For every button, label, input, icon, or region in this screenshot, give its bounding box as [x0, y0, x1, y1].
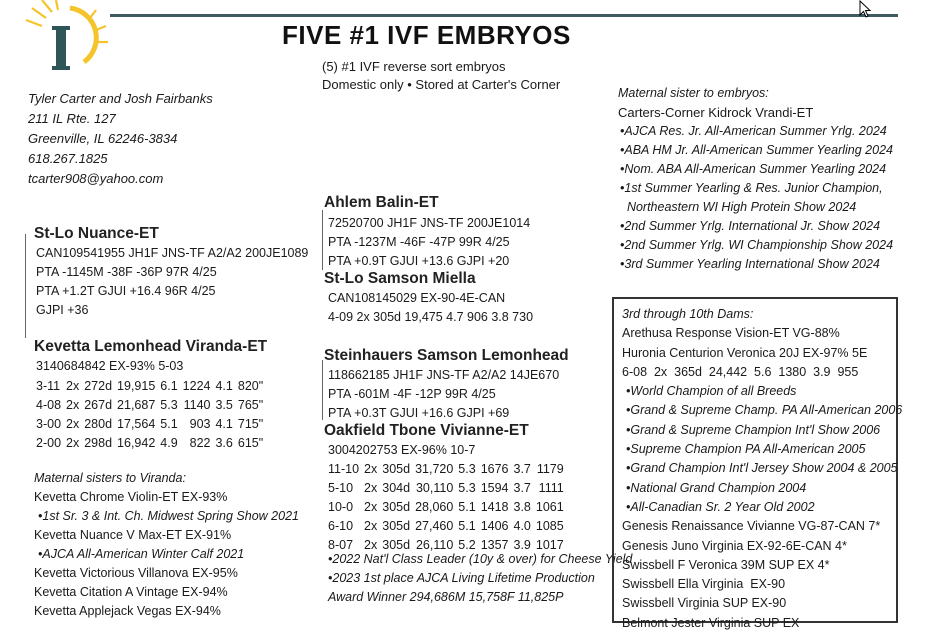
vivianne-record-cell: 1085 [535, 518, 564, 533]
dam-item: Genesis Renaissance Vivianne VG-87-CAN 7* [622, 519, 881, 534]
page-title: FIVE #1 IVF EMBRYOS [282, 20, 571, 50]
vivianne-record-cell: 2x [364, 480, 378, 495]
viranda-record-cell: 5.3 [160, 397, 178, 412]
viranda-record-cell: 4-08 [36, 397, 62, 412]
viranda-record-cell: 1224 [182, 378, 211, 393]
viranda-record-cell: 2-00 [36, 435, 62, 450]
vivianne-record-cell: 8-07 [328, 537, 354, 552]
viranda-record-cell: 2x [66, 416, 80, 431]
embryo-sister-name: Carters-Corner Kidrock Vrandi-ET [618, 105, 814, 120]
dam-item: •Grand & Supreme Champion Int'l Show 2006 [626, 422, 881, 437]
viranda-record-cell: 16,942 [117, 435, 156, 450]
viranda-sister-item: Kevetta Citation A Vintage EX-94% [34, 585, 228, 599]
viranda-record-cell: 1140 [183, 397, 211, 412]
viranda-record-cell: 3.5 [215, 397, 233, 412]
section-bar [25, 234, 26, 338]
vivianne-record-cell: 6-10 [328, 518, 354, 533]
dam-item: Swissbell F Veronica 39M SUP EX 4* [622, 557, 830, 572]
viranda-id-line: 3140684842 EX-93% 5-03 [36, 359, 184, 373]
dam-item: •World Champion of all Breeds [626, 384, 797, 399]
vivianne-id-line: 3004202753 EX-96% 10-7 [328, 443, 476, 457]
contact-street: 211 IL Rte. 127 [28, 111, 116, 126]
sunburst-logo-icon [22, 0, 112, 78]
vivianne-name: Oakfield Tbone Vivianne-ET [324, 422, 529, 439]
vivianne-record-cell: 3.7 [513, 480, 531, 495]
miella-line: 4-09 2x 305d 19,475 4.7 906 3.8 730 [328, 310, 534, 324]
viranda-sister-item: Kevetta Victorious Villanova EX-95% [34, 566, 238, 580]
dams-heading: 3rd through 10th Dams: [622, 307, 754, 321]
viranda-record-cell: 272d [84, 378, 113, 393]
embryo-sister-award: •ABA HM Jr. All-American Summer Yearling 2024 [620, 143, 893, 157]
samson-lemonhead-name: Steinhauers Samson Lemonhead [324, 347, 569, 364]
embryo-sister-heading: Maternal sister to embryos: [618, 86, 769, 100]
contact-email: tcarter908@yahoo.com [28, 171, 164, 186]
contact-names: Tyler Carter and Josh Fairbanks [28, 91, 213, 106]
viranda-sister-item: Kevetta Applejack Vegas EX-94% [34, 604, 221, 618]
viranda-sister-item: Kevetta Nuance V Max-ET EX-91% [34, 528, 232, 542]
subtitle-line-1: (5) #1 IVF reverse sort embryos [322, 59, 506, 74]
samson-lemonhead-line: 118662185 JH1F JNS-TF A2/A2 14JE670 [328, 368, 560, 382]
embryo-sister-award: •Nom. ABA All-American Summer Yearling 2024 [620, 162, 887, 176]
vivianne-record-cell: 1179 [536, 461, 564, 476]
embryo-sister-award: •3rd Summer Yearling International Show 2024 [620, 257, 880, 271]
viranda-record-row [36, 376, 268, 395]
viranda-record-cell: 2x [66, 378, 80, 393]
vivianne-record-cell: 5.1 [458, 518, 476, 533]
viranda-record-cell: 280d [84, 416, 113, 431]
vivianne-record-cell: 5.1 [458, 499, 476, 514]
balin-line: PTA -1237M -46F -47P 99R 4/25 [328, 235, 510, 249]
dam-item: Belmont Jester Virginia SUP EX [622, 615, 800, 630]
viranda-record-cell: 19,915 [117, 378, 156, 393]
viranda-record-cell: 903 [189, 416, 211, 431]
vivianne-record-cell: 3.8 [513, 499, 531, 514]
dam-item: Arethusa Response Vision-ET VG-88% [622, 326, 840, 341]
vivianne-record-cell: 10-0 [328, 499, 354, 514]
vivianne-record-cell: 1418 [480, 499, 509, 514]
vivianne-record-cell: 30,110 [415, 480, 454, 495]
balin-line: 72520700 JH1F JNS-TF 200JE1014 [328, 216, 531, 230]
viranda-record-cell: 17,564 [117, 416, 156, 431]
contact-block [28, 89, 213, 189]
vivianne-record-cell: 28,060 [415, 499, 454, 514]
miella-details [328, 289, 533, 327]
vivianne-record-cell: 305d [382, 537, 411, 552]
viranda-record-row [36, 433, 268, 452]
vivianne-record-cell: 1017 [535, 537, 564, 552]
samson-lemonhead-details [328, 366, 559, 423]
viranda-name: Kevetta Lemonhead Viranda-ET [34, 338, 268, 355]
vivianne-record-row [328, 497, 569, 516]
viranda-record-cell: 21,687 [117, 397, 156, 412]
embryo-sister-award: •2nd Summer Yrlg. WI Championship Show 2024 [620, 238, 894, 252]
vivianne-note: Award Winner 294,686M 15,758F 11,825P [328, 590, 564, 604]
contact-phone: 618.267.1825 [28, 151, 108, 166]
vivianne-record-cell: 305d [382, 461, 411, 476]
dam-item: Huronia Centurion Veronica 20J EX-97% 5E [622, 345, 868, 360]
vivianne-record-row [328, 478, 569, 497]
viranda-sisters [34, 469, 299, 621]
dam-item: •All-Canadian Sr. 2 Year Old 2002 [626, 499, 815, 514]
dam-item: •National Grand Champion 2004 [626, 480, 807, 495]
viranda-record-cell: 3-00 [36, 416, 62, 431]
vivianne-record-cell: 1061 [535, 499, 564, 514]
dam-item: Genesis Juno Virginia EX-92-6E-CAN 4* [622, 538, 847, 553]
vivianne-record-cell: 3.9 [513, 537, 531, 552]
viranda-sister-item: Kevetta Chrome Violin-ET EX-93% [34, 490, 228, 504]
viranda-sister-item: •1st Sr. 3 & Int. Ch. Midwest Spring Show 2021 [38, 509, 299, 523]
vivianne-record-cell: 1111 [538, 480, 564, 495]
dam-item: 6-08 2x 365d 24,442 5.6 1380 3.9 955 [622, 364, 859, 379]
balin-name: Ahlem Balin-ET [324, 194, 439, 211]
viranda-record-cell: 615" [237, 435, 264, 450]
vivianne-record-cell: 1406 [480, 518, 509, 533]
vivianne-notes [328, 550, 632, 607]
section-bar [322, 210, 323, 270]
viranda-sisters-heading: Maternal sisters to Viranda: [34, 471, 186, 485]
vivianne-record-row [328, 459, 569, 478]
vivianne-record-cell: 2x [364, 499, 378, 514]
vivianne-record-cell: 5.3 [458, 461, 476, 476]
viranda-record-cell: 4.1 [215, 416, 233, 431]
vivianne-record-cell: 1357 [480, 537, 509, 552]
miella-line: CAN108145029 EX-90-4E-CAN [328, 291, 506, 305]
nuance-details [36, 244, 308, 320]
balin-details [328, 214, 530, 271]
dams-box [612, 297, 903, 630]
samson-lemonhead-line: PTA +0.3T GJUI +16.6 GJPI +69 [328, 406, 510, 420]
viranda-record-cell: 820" [237, 378, 264, 393]
viranda-record-cell: 298d [84, 435, 113, 450]
vivianne-record-cell: 1676 [480, 461, 509, 476]
viranda-record-cell: 715" [237, 416, 264, 431]
viranda-records-table [36, 376, 268, 452]
contact-city: Greenville, IL 62246-3834 [28, 131, 178, 146]
vivianne-record-cell: 305d [382, 518, 411, 533]
viranda-sister-item: •AJCA All-American Winter Calf 2021 [38, 547, 245, 561]
embryo-sister-award: •AJCA Res. Jr. All-American Summer Yrlg. 2024 [620, 124, 887, 138]
balin-line: PTA +0.9T GJUI +13.6 GJPI +20 [328, 254, 510, 268]
nuance-line: PTA +1.2T GJUI +16.4 96R 4/25 [36, 284, 216, 298]
vivianne-record-cell: 11-10 [328, 461, 360, 476]
viranda-record-cell: 765" [237, 397, 264, 412]
nuance-line: PTA -1145M -38F -36P 97R 4/25 [36, 265, 217, 279]
samson-lemonhead-line: PTA -601M -4F -12P 99R 4/25 [328, 387, 496, 401]
viranda-record-row [36, 414, 268, 433]
vivianne-record-cell: 5.3 [458, 480, 476, 495]
nuance-line: GJPI +36 [36, 303, 89, 317]
dam-item: •Grand & Supreme Champ. PA All-American 2006 [626, 403, 903, 418]
dam-item: Swissbell Ella Virginia EX-90 [622, 577, 786, 592]
nuance-name: St-Lo Nuance-ET [34, 225, 159, 242]
viranda-record-cell: 2x [66, 397, 80, 412]
viranda-record-cell: 267d [84, 397, 113, 412]
vivianne-record-cell: 27,460 [415, 518, 454, 533]
miella-name: St-Lo Samson Miella [324, 270, 476, 287]
viranda-record-cell: 5.1 [160, 416, 178, 431]
vivianne-record-cell: 1594 [480, 480, 509, 495]
vivianne-record-cell: 305d [382, 499, 411, 514]
dam-item: •Grand Champion Int'l Jersey Show 2004 & 2005 [626, 461, 898, 476]
vivianne-record-cell: 4.0 [513, 518, 531, 533]
vivianne-record-cell: 2x [364, 461, 378, 476]
vivianne-record-cell: 3.7 [513, 461, 531, 476]
vivianne-note: •2023 1st place AJCA Living Lifetime Production [328, 571, 595, 585]
vivianne-record-cell: 2x [364, 518, 378, 533]
vivianne-record-cell: 26,110 [415, 537, 454, 552]
vivianne-records-table [328, 459, 569, 554]
viranda-record-cell: 4.9 [160, 435, 178, 450]
subtitle-line-2: Domestic only • Stored at Carter's Corner [322, 77, 561, 92]
vivianne-record-row [328, 516, 569, 535]
mouse-pointer-icon [858, 0, 874, 18]
embryo-sister-award: Northeastern WI High Protein Show 2024 [620, 200, 857, 214]
viranda-record-cell: 3.6 [215, 435, 233, 450]
embryo-sister [618, 84, 893, 274]
vivianne-note: •2022 Nat'l Class Leader (10y & over) for Cheese Yield [328, 552, 633, 566]
embryo-sister-award: •1st Summer Yearling & Res. Junior Champion, [620, 181, 883, 195]
viranda-record-row [36, 395, 268, 414]
vivianne-record-cell: 5-10 [328, 480, 354, 495]
top-rule [110, 14, 898, 17]
viranda-record-cell: 2x [66, 435, 80, 450]
vivianne-record-cell: 2x [364, 537, 378, 552]
embryo-sister-award: •2nd Summer Yrlg. International Jr. Show 2024 [620, 219, 881, 233]
dam-item: •Supreme Champion PA All-American 2005 [626, 442, 866, 457]
vivianne-record-cell: 31,720 [415, 461, 454, 476]
viranda-record-cell: 6.1 [160, 378, 178, 393]
viranda-record-cell: 3-11 [36, 378, 61, 393]
dam-item: Swissbell Virginia SUP EX-90 [622, 596, 787, 611]
vivianne-record-cell: 5.2 [458, 537, 476, 552]
nuance-line: CAN109541955 JH1F JNS-TF A2/A2 200JE1089 [36, 246, 309, 260]
viranda-record-cell: 4.1 [215, 378, 233, 393]
vivianne-record-cell: 304d [382, 480, 411, 495]
viranda-record-cell: 822 [189, 435, 211, 450]
section-bar [322, 360, 323, 420]
